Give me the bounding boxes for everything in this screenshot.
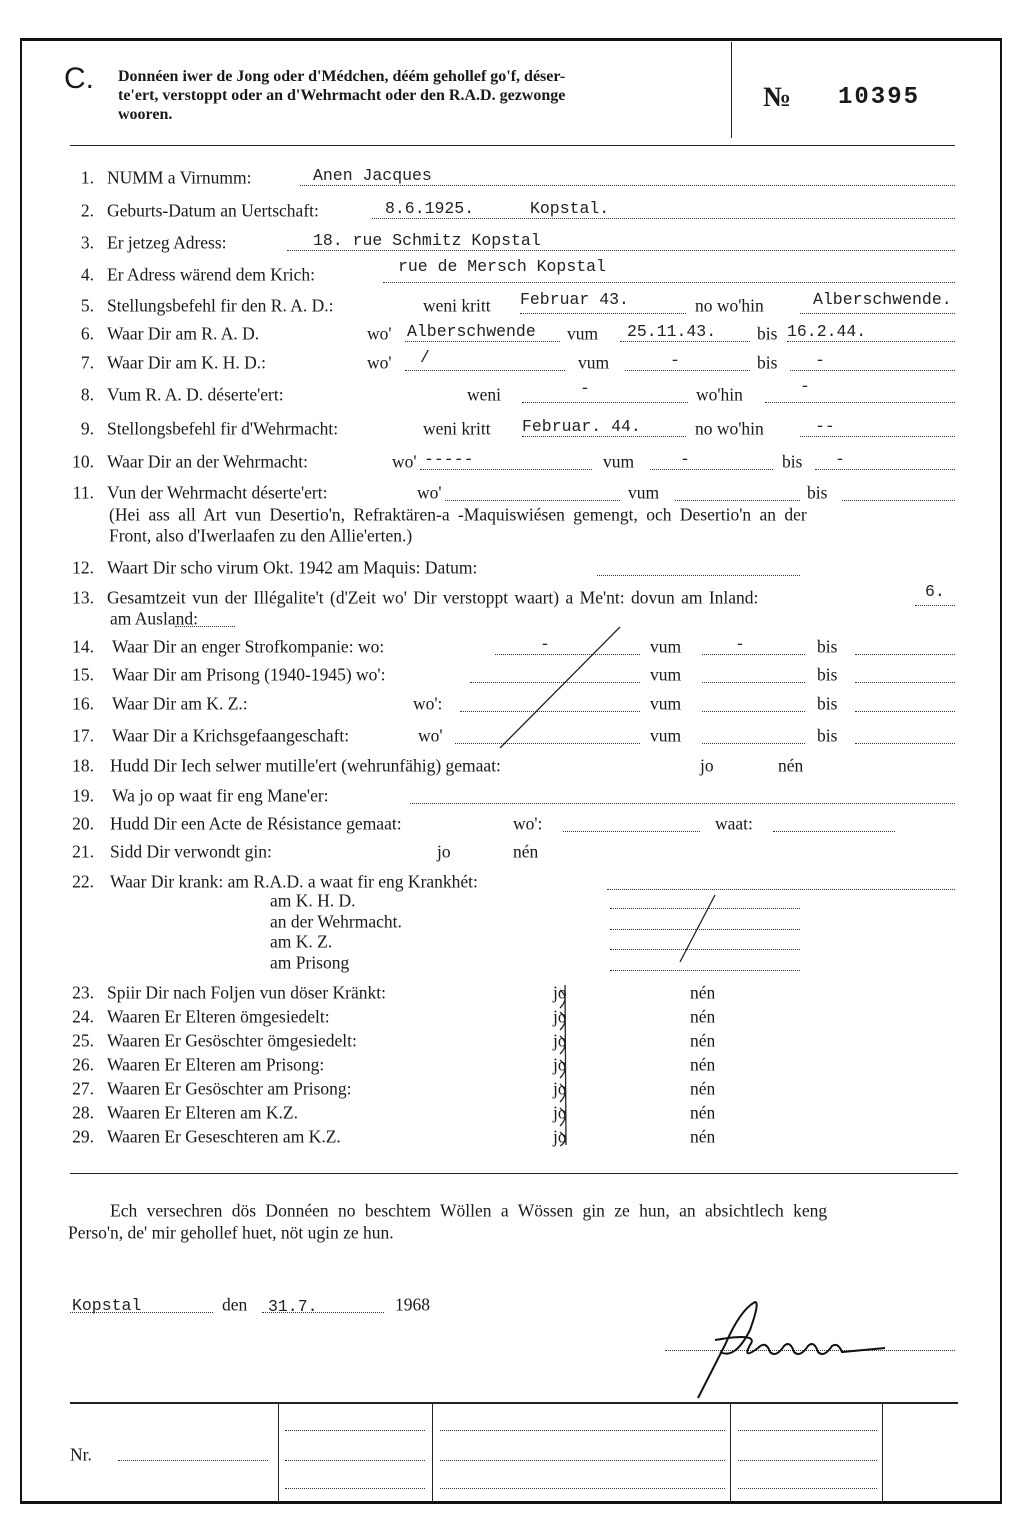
item-23-label: nén [690, 982, 716, 1003]
item-3-number: 3. [80, 232, 94, 253]
strike-14-17 [500, 627, 620, 748]
item-23-number: 23. [72, 982, 94, 1003]
item-10-value: ----- [424, 450, 474, 470]
footer-rule [70, 1402, 958, 1404]
footer-field-line[interactable] [285, 1430, 425, 1431]
item-3-label: Er jetzeg Adress: [107, 232, 227, 253]
item-16-label: bis [817, 693, 838, 714]
item-8-number: 8. [80, 384, 94, 405]
strike-22 [680, 895, 715, 962]
item-2-value: Kopstal. [530, 199, 610, 219]
item-13-value: 6. [925, 582, 945, 602]
item-7-label: bis [757, 352, 778, 373]
item-25-number: 25. [72, 1030, 94, 1051]
item-10-value: - [680, 450, 690, 470]
item-9-label: weni kritt [423, 418, 491, 439]
item-7-value: - [815, 351, 825, 371]
item-7-number: 7. [80, 352, 94, 373]
item-11-label: bis [807, 482, 828, 503]
item-8-value: - [580, 379, 590, 399]
item-20-label: Hudd Dir een Acte de Résistance gemaat: [110, 813, 402, 834]
item-28-label: jo [553, 1102, 567, 1123]
item-5-value: Februar 43. [520, 290, 629, 310]
item-15-number: 15. [72, 664, 94, 685]
date-value: 31.7. [268, 1297, 318, 1317]
item-10-value: - [835, 450, 845, 470]
footer-col [882, 1404, 883, 1502]
place-value: Kopstal [72, 1296, 142, 1316]
item-19-label: Wa jo op waat fir eng Mane'er: [112, 785, 329, 806]
nr-field [118, 1460, 268, 1461]
item-6-value: 16.2.44. [787, 322, 867, 342]
item-17-label: vum [650, 725, 682, 746]
item-21-number: 21. [72, 841, 94, 862]
item-20-number: 20. [72, 813, 94, 834]
item-6-number: 6. [80, 323, 94, 344]
item-23-label: Spiir Dir nach Foljen vun döser Kränkt: [107, 982, 386, 1003]
form-number: 10395 [838, 84, 921, 111]
item-5-label: Stellungsbefehl fir den R. A. D.: [107, 295, 334, 316]
item-7-label: vum [578, 352, 610, 373]
footer-col [432, 1404, 433, 1502]
item-18-label: nén [778, 755, 804, 776]
item-13-number: 13. [72, 587, 94, 608]
item-25-label: jo [553, 1030, 567, 1051]
item-4-label: Er Adress wärend dem Krich: [107, 264, 315, 285]
item-22-label: am K. Z. [270, 931, 333, 952]
item-25-label: Waaren Er Gesöschter ömgesiedelt: [107, 1030, 357, 1051]
item-9-label: Stellongsbefehl fir d'Wehrmacht: [107, 418, 339, 439]
item-8-label: wo'hin [696, 384, 743, 405]
den-label: den [222, 1294, 248, 1315]
footer-field-line[interactable] [285, 1460, 425, 1461]
item-15-label: bis [817, 664, 838, 685]
item-20-label: wo': [513, 813, 543, 834]
section-rule [70, 1173, 958, 1174]
item-15-label: Waar Dir am Prisong (1940-1945) wo': [112, 664, 386, 685]
item-11-label: wo' [417, 482, 442, 503]
item-27-label: nén [690, 1078, 716, 1099]
item-20-label: waat: [715, 813, 753, 834]
item-24-label: nén [690, 1006, 716, 1027]
item-7-value: / [420, 348, 430, 368]
item-1-number: 1. [80, 167, 94, 188]
item-12-number: 12. [72, 557, 94, 578]
item-25-label: nén [690, 1030, 716, 1051]
footer-col [730, 1404, 731, 1502]
item-3-value: 18. rue Schmitz Kopstal [313, 231, 541, 251]
item-11-note: (Hei ass all Art vun Desertio'n, Refraktären-a -Maquiswiésen gemengt, och Desertio'n an der [109, 504, 807, 525]
item-11-label: Vun der Wehrmacht déserte'ert: [107, 482, 328, 503]
section-letter: C. [64, 62, 94, 95]
item-6-label: vum [567, 323, 599, 344]
form-title-line: Donnéen iwer de Jong oder d'Médchen, déém gehollef go'f, déser- [118, 68, 566, 85]
item-23-label: jo [553, 982, 567, 1003]
item-6-value: Alberschwende [407, 322, 536, 342]
item-29-number: 29. [72, 1126, 94, 1147]
item-1-value: Anen Jacques [313, 166, 432, 186]
item-9-value: -- [815, 417, 835, 437]
item-26-label: nén [690, 1054, 716, 1075]
item-22-label: am K. H. D. [270, 890, 356, 911]
item-10-label: vum [603, 451, 635, 472]
item-10-label: wo' [392, 451, 417, 472]
item-11-number: 11. [72, 482, 94, 503]
form-title-line: wooren. [118, 106, 173, 123]
item-11-note: Front, also d'Iwerlaafen zu den Allie'erten.) [109, 525, 413, 546]
item-6-label: Waar Dir am R. A. D. [107, 323, 260, 344]
item-27-label: Waaren Er Gesöschter am Prisong: [107, 1078, 352, 1099]
item-26-label: jo [553, 1054, 567, 1075]
item-14-number: 14. [72, 636, 94, 657]
item-26-label: Waaren Er Elteren am Prisong: [107, 1054, 325, 1075]
item-8-value: - [800, 377, 810, 397]
item-7-value: - [670, 351, 680, 371]
item-7-label: wo' [367, 352, 392, 373]
item-17-label: Waar Dir a Krichsgefaangeschaft: [112, 725, 350, 746]
item-29-label: jo [553, 1126, 567, 1147]
item-13-label: Gesamtzeit vun der Illégalite't (d'Zeit wo' Dir verstoppt waart) a Me'nt: dovun am Inland: [107, 587, 759, 608]
item-10-label: bis [782, 451, 803, 472]
item-14-label: vum [650, 636, 682, 657]
item-1-label: NUMM a Virnumm: [107, 167, 252, 188]
item-22-label: an der Wehrmacht. [270, 911, 402, 932]
item-22-label: am Prisong [270, 952, 350, 973]
footer-field-line[interactable] [285, 1488, 425, 1489]
item-18-label: jo [700, 755, 714, 776]
item-24-number: 24. [72, 1006, 94, 1027]
item-16-label: vum [650, 693, 682, 714]
item-22-number: 22. [72, 871, 94, 892]
item-4-number: 4. [80, 264, 94, 285]
item-24-label: Waaren Er Elteren ömgesiedelt: [107, 1006, 330, 1027]
item-24-label: jo [553, 1006, 567, 1027]
item-14-value: - [735, 635, 745, 655]
declaration-line: Perso'n, de' mir gehollef huet, nöt ugin ze hun. [68, 1222, 394, 1243]
item-10-label: Waar Dir an der Wehrmacht: [107, 451, 308, 472]
nr-label: Nr. [70, 1444, 92, 1465]
item-28-number: 28. [72, 1102, 94, 1123]
item-21-label: Sidd Dir verwondt gin: [110, 841, 272, 862]
item-14-value: - [540, 635, 550, 655]
item-14-label: Waar Dir an enger Strofkompanie: wo: [112, 636, 385, 657]
item-9-label: no wo'hin [695, 418, 764, 439]
item-8-label: weni [467, 384, 502, 405]
item-22-label: Waar Dir krank: am R.A.D. a waat fir eng Krankhét: [110, 871, 478, 892]
item-8-label: Vum R. A. D. déserte'ert: [107, 384, 284, 405]
footer-field-line[interactable] [738, 1430, 877, 1431]
item-5-value: Alberschwende. [813, 290, 952, 310]
item-28-label: nén [690, 1102, 716, 1123]
item-11-label: vum [628, 482, 660, 503]
item-6-label: wo' [367, 323, 392, 344]
item-2-number: 2. [80, 200, 94, 221]
item-17-number: 17. [72, 725, 94, 746]
item-12-label: Waart Dir scho virum Okt. 1942 am Maquis: Datum: [107, 557, 478, 578]
item-26-number: 26. [72, 1054, 94, 1075]
footer-field-line[interactable] [738, 1460, 877, 1461]
item-21-label: nén [513, 841, 539, 862]
footer-col [278, 1404, 279, 1502]
item-7-label: Waar Dir am K. H. D.: [107, 352, 266, 373]
signature [680, 1290, 900, 1405]
form-title-line: te'ert, verstoppt oder an d'Wehrmacht oder den R.A.D. gezwonge [118, 87, 566, 104]
item-29-label: nén [690, 1126, 716, 1147]
item-16-label: wo': [413, 693, 443, 714]
item-5-number: 5. [80, 295, 94, 316]
item-16-label: Waar Dir am K. Z.: [112, 693, 248, 714]
item-18-label: Hudd Dir Iech selwer mutille'ert (wehrunfähig) gemaat: [110, 755, 501, 776]
item-9-value: Februar. 44. [522, 417, 641, 437]
item-17-label: wo' [418, 725, 443, 746]
item-17-label: bis [817, 725, 838, 746]
item-5-label: no wo'hin [695, 295, 764, 316]
item-29-label: Waaren Er Geseschteren am K.Z. [107, 1126, 341, 1147]
footer-field-line[interactable] [738, 1488, 877, 1489]
item-6-label: bis [757, 323, 778, 344]
item-13-label: am Ausland: [110, 608, 198, 629]
item-15-label: vum [650, 664, 682, 685]
strike-23-29 [560, 985, 566, 1146]
footer-field-line[interactable] [440, 1488, 725, 1489]
item-27-label: jo [553, 1078, 567, 1099]
item-5-label: weni kritt [423, 295, 491, 316]
item-2-label: Geburts-Datum an Uertschaft: [107, 200, 319, 221]
item-2-value: 8.6.1925. [385, 199, 475, 219]
item-10-number: 10. [72, 451, 94, 472]
declaration-line: Ech versechren dös Donnéen no beschtem Wöllen a Wössen gin ze hun, an absichtlech keng [110, 1200, 828, 1221]
item-6-value: 25.11.43. [627, 322, 717, 342]
item-21-label: jo [437, 841, 451, 862]
item-27-number: 27. [72, 1078, 94, 1099]
item-4-value: rue de Mersch Kopstal [398, 257, 606, 277]
item-19-number: 19. [72, 785, 94, 806]
footer-field-line[interactable] [440, 1460, 725, 1461]
footer-field-line[interactable] [440, 1430, 725, 1431]
item-9-number: 9. [80, 418, 94, 439]
number-symbol: № [763, 82, 792, 113]
item-18-number: 18. [72, 755, 94, 776]
item-28-label: Waaren Er Elteren am K.Z. [107, 1102, 298, 1123]
item-16-number: 16. [72, 693, 94, 714]
item-14-label: bis [817, 636, 838, 657]
year-label: 1968 [395, 1294, 430, 1315]
